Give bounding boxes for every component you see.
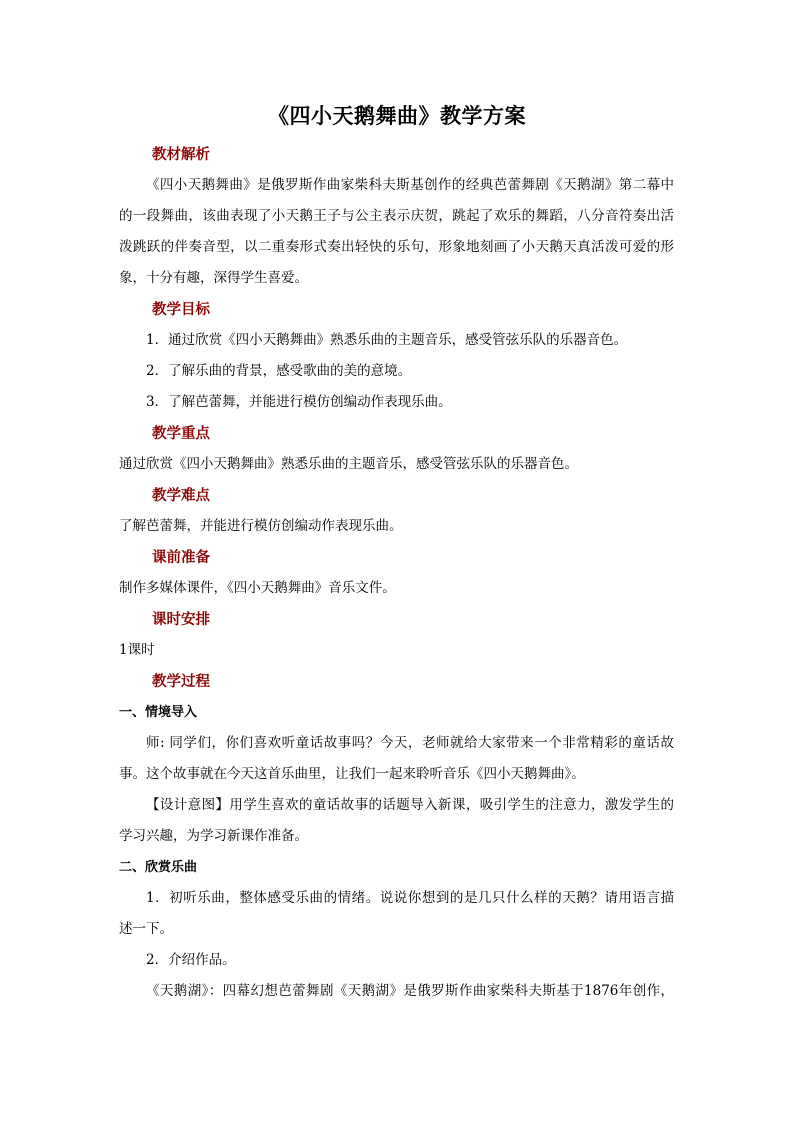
list-item: 述一下。 [119,921,173,937]
paragraph-line: 学习兴趣，为学习新课作准备。 [119,828,308,844]
paragraph-line: 制作多媒体课件，《四小天鹅舞曲》音乐文件。 [119,580,396,596]
section-heading-goals: 教学目标 [152,301,210,318]
section-heading-analysis: 教材解析 [152,146,210,163]
paragraph-line: 【设计意图】用学生喜欢的童话故事的话题导入新课，吸引学生的注意力，激发学生的 [146,797,674,813]
document-body [119,139,674,1007]
list-item: 3．了解芭蕾舞，并能进行模仿创编动作表现乐曲。 [146,394,452,410]
section-heading-preparation: 课前准备 [152,549,210,566]
subsection-title: 一、情境导入 [119,705,198,720]
paragraph-line: 了解芭蕾舞，并能进行模仿创编动作表现乐曲。 [119,518,403,534]
paragraph-line: 通过欣赏《四小天鹅舞曲》熟悉乐曲的主题音乐，感受管弦乐队的乐器音色。 [119,456,578,472]
list-item: 1．通过欣赏《四小天鹅舞曲》熟悉乐曲的主题音乐，感受管弦乐队的乐器音色。 [146,332,628,348]
list-item: 2．了解乐曲的背景，感受歌曲的美的意境。 [146,363,412,379]
document-title: 《四小天鹅舞曲》教学方案 [268,103,526,128]
section-heading-schedule: 课时安排 [152,611,210,628]
subsection-title: 二、欣赏乐曲 [119,860,198,875]
list-item: 1．初听乐曲，整体感受乐曲的情绪。说说你想到的是几只什么样的天鹅？请用语言描 [146,890,674,906]
paragraph-line: 《四小天鹅舞曲》是俄罗斯作曲家柴科夫斯基创作的经典芭蕾舞剧《天鹅湖》第二幕中 [146,177,674,193]
paragraph-line: 象，十分有趣，深得学生喜爱。 [119,270,308,286]
section-heading-difficulties: 教学难点 [152,487,210,504]
paragraph-line: 师: 同学们，你们喜欢听童话故事吗？今天，老师就给大家带来一个非常精彩的童话故 [146,735,674,751]
list-item: 2．介绍作品。 [146,952,236,968]
paragraph-line: 泼跳跃的伴奏音型，以二重奏形式奏出轻快的乐句，形象地刻画了小天鹅天真活泼可爱的形 [119,239,674,255]
paragraph-line: 1课时 [119,642,155,658]
paragraph-line: 《天鹅湖》：四幕幻想芭蕾舞剧《天鹅湖》是俄罗斯作曲家柴科夫斯基于1876年创作， [146,983,674,999]
paragraph-line: 事。这个故事就在今天这首乐曲里，让我们一起来聆听音乐《四小天鹅舞曲》。 [119,766,585,782]
paragraph-line: 的一段舞曲，该曲表现了小天鹅王子与公主表示庆贺，跳起了欢乐的舞蹈，八分音符奏出活 [119,208,674,224]
section-heading-key-points: 教学重点 [152,425,210,442]
section-heading-process: 教学过程 [152,673,210,690]
